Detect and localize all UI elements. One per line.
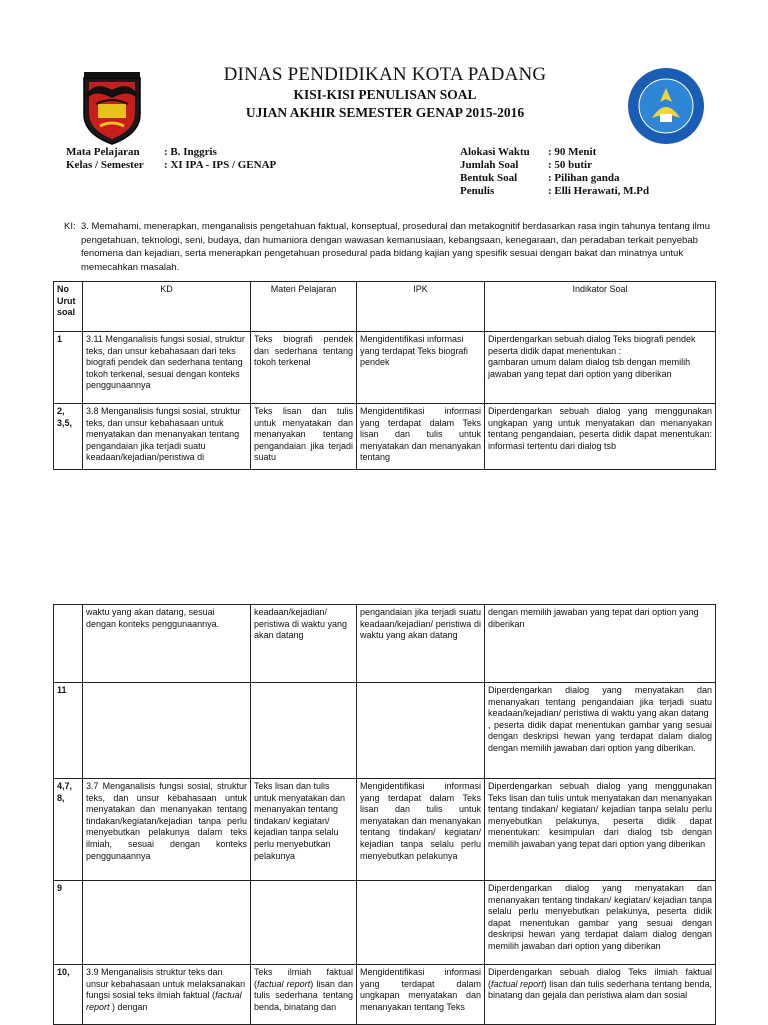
meta-value: : 50 butir xyxy=(548,159,592,171)
cell-indikator xyxy=(485,965,716,1025)
cell-ipk: Mengidentifikasi informasi yang terdapat dalam Teks lisan dan tulis untuk menyatakan dan menanyakan tentang tindakan/ kegiatan/ kejadian tanpa selalu perlu menyebutkan pelakunya xyxy=(357,779,485,881)
meta-key: Mata Pelajaran xyxy=(66,146,140,158)
cell-materi xyxy=(251,683,357,779)
meta-row xyxy=(460,159,649,172)
text-run: Diperdengarkan sebuah dialog Teks ilmiah faktual ( xyxy=(488,967,712,989)
cell-materi xyxy=(251,965,357,1025)
meta-key: Penulis xyxy=(460,185,495,197)
meta-row xyxy=(66,159,276,172)
core-competency xyxy=(64,220,724,274)
cell-kd: waktu yang akan datang, sesuai dengan konteks penggunaannya. xyxy=(83,605,251,683)
table-row xyxy=(54,779,716,881)
text-run-italic: factual report xyxy=(86,990,242,1012)
text-run: ) dengan xyxy=(109,1001,148,1012)
col-header-indikator: Indikator Soal xyxy=(485,282,716,332)
grid-table-part-2 xyxy=(53,604,716,1025)
cell-kd xyxy=(83,965,251,1025)
cell-kd: 3.7 Menganalisis fungsi sosial, struktur teks, dan unsur kebahasaan untuk menyatakan dan menanyakan tentang tindakan/kegiatan/kejadian tanpa perlu menyebutkan pelakunya dalam teks ilmiah, sesuai dengan konteks penggunaannya xyxy=(83,779,251,881)
cell-materi: Teks lisan dan tulis untuk menyatakan dan menanyakan tentang tindakan/ kegiatan/ kejadian tanpa selalu perlu menyebutkan pelakunya xyxy=(251,779,357,881)
cell-ipk: Mengidentifikasi informasi yang terdapat dalam ungkapan menyatakan dan menanyakan tentang Teks xyxy=(357,965,485,1025)
table-row xyxy=(54,683,716,779)
text-run: Teks ilmiah faktual ( xyxy=(254,967,353,989)
cell-no: 1 xyxy=(54,332,83,404)
ki-label: KI: xyxy=(64,221,76,232)
table-header-row xyxy=(54,282,716,332)
cell-no: 9 xyxy=(54,881,83,965)
col-header-kd: KD xyxy=(83,282,251,332)
meta-row xyxy=(460,172,649,185)
text-run-italic: factual report xyxy=(257,978,311,989)
indikator-line: , peserta didik dapat menentukan gambar yang sesuai dengan deskripsi hewan yang terdapat dalam dialog dengan memilih jawaban dari option yang diberikan. xyxy=(488,719,712,753)
cell-kd xyxy=(83,683,251,779)
table-row xyxy=(54,881,716,965)
cell-ipk: pengandaian jika terjadi suatu keadaan/kejadian/ peristiwa di waktu yang akan datang xyxy=(357,605,485,683)
table-row xyxy=(54,965,716,1025)
indikator-line: Diperdengarkan dialog yang menyatakan dan menanyakan tentang pengandaian jika terjadi suatu keadaan/kejadian/ peristiwa di waktu yang akan datang xyxy=(488,685,712,719)
cell-no: 10, xyxy=(54,965,83,1025)
cell-kd: 3.11 Menganalisis fungsi sosial, struktur teks, dan unsur kebahasaan dari teks biografi pendek dan sederhana tentang tokoh terkenal, sesuai dengan konteks penggunaannya xyxy=(83,332,251,404)
cell-indikator: Diperdengarkan sebuah dialog yang menggunakan Teks lisan dan tulis untuk menyatakan dan menanyakan tentang tindakan/ kegiatan/ kejadian tanpa selalu perlu menyebutkan pelakunya, peserta didik dapat menentukan: kesimpulan dari dialog tsb dengan memilih jawaban yang tepat dari option yang diberikan xyxy=(485,779,716,881)
meta-left xyxy=(66,146,276,172)
cell-kd xyxy=(83,881,251,965)
col-header-materi: Materi Pelajaran xyxy=(251,282,357,332)
tut-wuri-handayani-emblem-icon xyxy=(626,66,706,146)
col-header-ipk: IPK xyxy=(357,282,485,332)
meta-value: : B. Inggris xyxy=(164,146,217,158)
meta-key: Bentuk Soal xyxy=(460,172,518,184)
cell-materi: Teks lisan dan tulis untuk menyatakan dan menanyakan tentang pengandaian jika terjadi suatu xyxy=(251,404,357,470)
meta-right xyxy=(460,146,649,198)
meta-value: : 90 Menit xyxy=(548,146,597,158)
meta-key: Kelas / Semester xyxy=(66,159,144,171)
table-row xyxy=(54,404,716,470)
meta-value: : XI IPA - IPS / GENAP xyxy=(164,159,277,171)
col-header-no: No Urut soal xyxy=(54,282,83,332)
text-run: ) lisan dan tulis sederhana tentang benda, binatang dan gejala dan peristiwa alam dan sosial xyxy=(488,978,713,1001)
cell-indikator xyxy=(485,332,716,404)
cell-ipk xyxy=(357,683,485,779)
meta-row xyxy=(460,185,649,198)
cell-ipk xyxy=(357,881,485,965)
cell-indikator: Diperdengarkan dialog yang menyatakan dan menanyakan tentang tindakan/ kegiatan/ kejadian tanpa selalu perlu menyebutkan pelakunya, peserta didik dapat menentukan gambar yang sesuai dengan deskripsi hewan yang terdapat dalam dialog dengan memilih jawaban dari option yang diberikan xyxy=(485,881,716,965)
cell-ipk: Mengidentifikasi informasi yang terdapat dalam Teks lisan dan tulis untuk menyatakan dan menanyakan tentang xyxy=(357,404,485,470)
table-row xyxy=(54,605,716,683)
meta-value: : Pilihan ganda xyxy=(548,172,620,184)
cell-no: 4,7, 8, xyxy=(54,779,83,881)
text-run: ) lisan dan tulis sederhana tentang benda, binatang dan xyxy=(254,978,354,1012)
cell-no: 11 xyxy=(54,683,83,779)
meta-row xyxy=(460,146,649,159)
cell-ipk: Mengidentifikasi informasi yang terdapat Teks biografi pendek xyxy=(357,332,485,404)
page-title: DINAS PENDIDIKAN KOTA PADANG xyxy=(223,64,547,85)
meta-key: Jumlah Soal xyxy=(460,159,519,171)
cell-materi: keadaan/kejadian/ peristiwa di waktu yang akan datang xyxy=(251,605,357,683)
cell-kd: 3.8 Menganalisis fungsi sosial, struktur teks, dan unsur kebahasaan untuk menyatakan dan menanyakan tentang pengandaian jika terjadi suatu keadaan/kejadian/peristiwa di xyxy=(83,404,251,470)
grid-table-part-1 xyxy=(53,281,716,470)
cell-indikator: Diperdengarkan sebuah dialog yang menggunakan ungkapan yang untuk menyatakan dan menanyakan tentang pengandaian, peserta didik dapat menentukan: informasi tertentu dari dialog tsb xyxy=(485,404,716,470)
text-run-italic: factual report xyxy=(491,978,544,989)
cell-no xyxy=(54,605,83,683)
exam-title: UJIAN AKHIR SEMESTER GENAP 2015-2016 xyxy=(245,105,525,120)
cell-indikator: dengan memilih jawaban yang tepat dari option yang diberikan xyxy=(485,605,716,683)
cell-materi xyxy=(251,881,357,965)
padang-city-emblem-icon xyxy=(80,70,144,146)
meta-value: : Elli Herawati, M.Pd xyxy=(548,185,650,197)
meta-row xyxy=(66,146,276,159)
document-subtitle: KISI-KISI PENULISAN SOAL xyxy=(293,87,477,102)
indikator-line: Diperdengarkan sebuah dialog Teks biografi pendek peserta didik dapat menentukan : xyxy=(488,334,696,356)
indikator-line: gambaran umum dalam dialog tsb dengan memilih jawaban yang tepat dari option yang diberikan xyxy=(488,357,691,379)
cell-indikator xyxy=(485,683,716,779)
ki-text: 3. Memahami, menerapkan, menganalisis pengetahuan faktual, konseptual, prosedural dan metakognitif berdasarkan rasa ingin tahunya tentang ilmu pengetahuan, teknologi, seni, budaya, dan humaniora dengan wawasan kemanusiaan, kebangsaan, kenegaraan, dan peradaban terkait penyebab fenomena dan kejadian, serta menerapkan pengetahuan prosedural pada bidang kajian yang spesifik sesuai dengan bakat dan minatnya untuk memecahkan masalah. xyxy=(81,221,710,273)
cell-materi: Teks biografi pendek dan sederhana tentang tokoh terkenal xyxy=(251,332,357,404)
text-run: 3.9 Menganalisis struktur teks dan unsur kebahasaan untuk melaksanakan fungsi sosial teks ilmiah faktual ( xyxy=(86,967,246,1001)
cell-no: 2, 3,5, xyxy=(54,404,83,470)
meta-key: Alokasi Waktu xyxy=(460,146,530,158)
table-row xyxy=(54,332,716,404)
